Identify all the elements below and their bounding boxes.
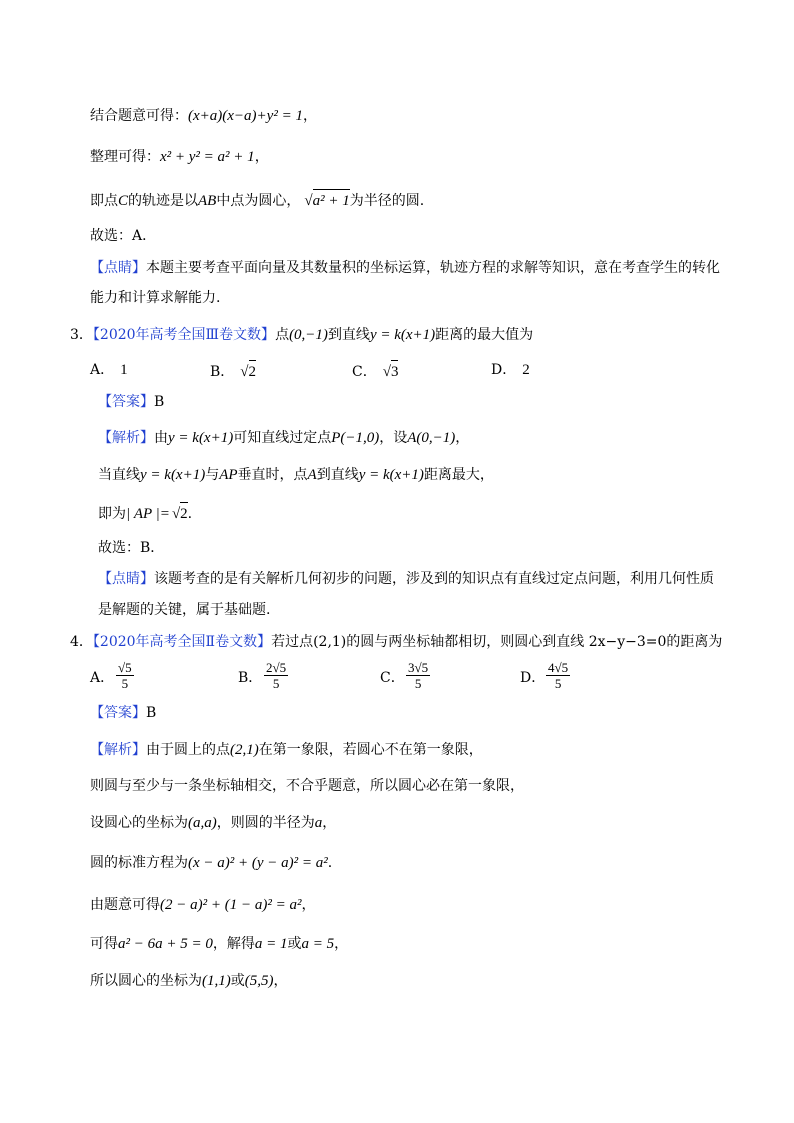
text-line [90, 258, 720, 278]
text: 结合题意可得： [90, 108, 188, 124]
text: 为半径的圆. [349, 193, 425, 209]
sqrt-expression: √a² + 1 [304, 193, 349, 209]
option-c: C． [380, 670, 405, 686]
analysis-line: 【解析】由于圆上的点(2,1)在第一象限，若圆心不在第一象限， [90, 742, 483, 758]
math-expression: (x+a)(x−a)+y² = 1 [188, 108, 303, 124]
option-d: D． 2 [491, 362, 530, 378]
analysis-line: 由题意可得(2 − a)² + (1 − a)² = a²， [90, 897, 316, 913]
answer-value: B [154, 394, 165, 410]
text: 点 [275, 327, 290, 343]
answer-value: B [146, 705, 157, 721]
answer-tag: 【答案】 [90, 705, 146, 721]
sqrt-radicand: a² + 1 [313, 189, 350, 211]
answer-tag: 【答案】 [98, 394, 154, 410]
analysis-line: 当直线y = k(x+1)与AP垂直时，点A到直线y = k(x+1)距离最大， [98, 467, 494, 483]
text: 距离的最大值为 [435, 327, 534, 343]
question-3-options [0, 360, 794, 382]
answer-line [98, 392, 164, 412]
analysis-line: 圆的标准方程为(x − a)² + (y − a)² = a². [90, 855, 333, 871]
option-b: B． [238, 670, 263, 686]
text: 中点为圆心， [216, 193, 301, 209]
math-variable: C [118, 193, 129, 209]
text: 的轨迹是以 [128, 193, 199, 209]
text: 到直线 [327, 327, 370, 343]
analysis-line: 则圆与至少与一条坐标轴相交，不合乎题意，所以圆心必在第一象限， [90, 778, 524, 794]
text-line: 能力和计算求解能力. [90, 290, 221, 306]
text-line [90, 189, 424, 211]
option-a-fraction: $\frac{√5}{5}$ [118, 660, 132, 691]
text: 本题主要考查平面向量及其数量积的坐标运算，轨迹方程的求解等知识，意在考查学生的转化 [146, 260, 720, 276]
text: 若过点(2,1)的圆与两坐标轴都相切，则圆心到直线 2x−y−3=0的距离为 [271, 634, 723, 650]
text-line [90, 106, 317, 126]
analysis-tag: 【解析】 [90, 742, 146, 758]
analysis-tag: 【解析】 [98, 430, 154, 446]
option-d-fraction: $\frac{4√5}{5}$ [548, 660, 569, 691]
text-line [90, 147, 269, 167]
math-variable: AB [198, 193, 217, 209]
text: ， [254, 149, 269, 165]
text: 即点 [90, 193, 118, 209]
analysis-line: 所以圆心的坐标为(1,1)或(5,5)， [90, 973, 288, 989]
dianjing-line: 是解题的关键，属于基础题. [98, 602, 271, 618]
option-a: A． [90, 670, 115, 686]
option-d: D． [520, 670, 546, 686]
question-number: 4． [70, 634, 93, 650]
dianjing-tag: 【点睛】 [98, 571, 154, 587]
text: ， [302, 108, 317, 124]
dianjing-line: 【点睛】该题考查的是有关解析几何初步的问题，涉及到的知识点有直线过定点问题，利用几何性质 [98, 571, 714, 587]
option-a: A． 1 [90, 362, 128, 378]
text: 整理可得： [90, 149, 160, 165]
analysis-line: 可得a² − 6a + 5 = 0，解得a = 1或a = 5， [90, 936, 349, 952]
analysis-line: 【解析】由y = k(x+1)可知直线过定点P(−1,0)，设A(0,−1)， [98, 430, 470, 446]
option-b-fraction: $\frac{2√5}{5}$ [266, 660, 287, 691]
question-4-options [0, 660, 794, 696]
answer-selection: 故选：B． [98, 540, 165, 556]
analysis-line: 设圆心的坐标为(a,a)，则圆的半径为a， [90, 815, 337, 831]
option-c-fraction: $\frac{3√5}{5}$ [408, 660, 429, 691]
math-point: (0,−1) [289, 327, 328, 343]
question-number: 3． [70, 327, 93, 343]
answer-selection: 故选：A． [90, 228, 157, 244]
source-tag: 【2020年高考全国Ⅲ卷文数】 [92, 327, 276, 343]
analysis-line: 即为| AP |= √2. [98, 502, 192, 524]
source-tag: 【2020年高考全国Ⅱ卷文数】 [92, 634, 272, 650]
question-4-stem [70, 632, 722, 652]
math-expression: y = k(x+1) [369, 327, 436, 343]
math-expression: x² + y² = a² + 1 [160, 149, 255, 165]
dianjing-tag: 【点睛】 [90, 260, 146, 276]
answer-line [90, 703, 156, 723]
question-3-stem [70, 325, 533, 345]
option-b: B． √2 [210, 360, 256, 382]
option-c: C． √3 [352, 360, 398, 382]
